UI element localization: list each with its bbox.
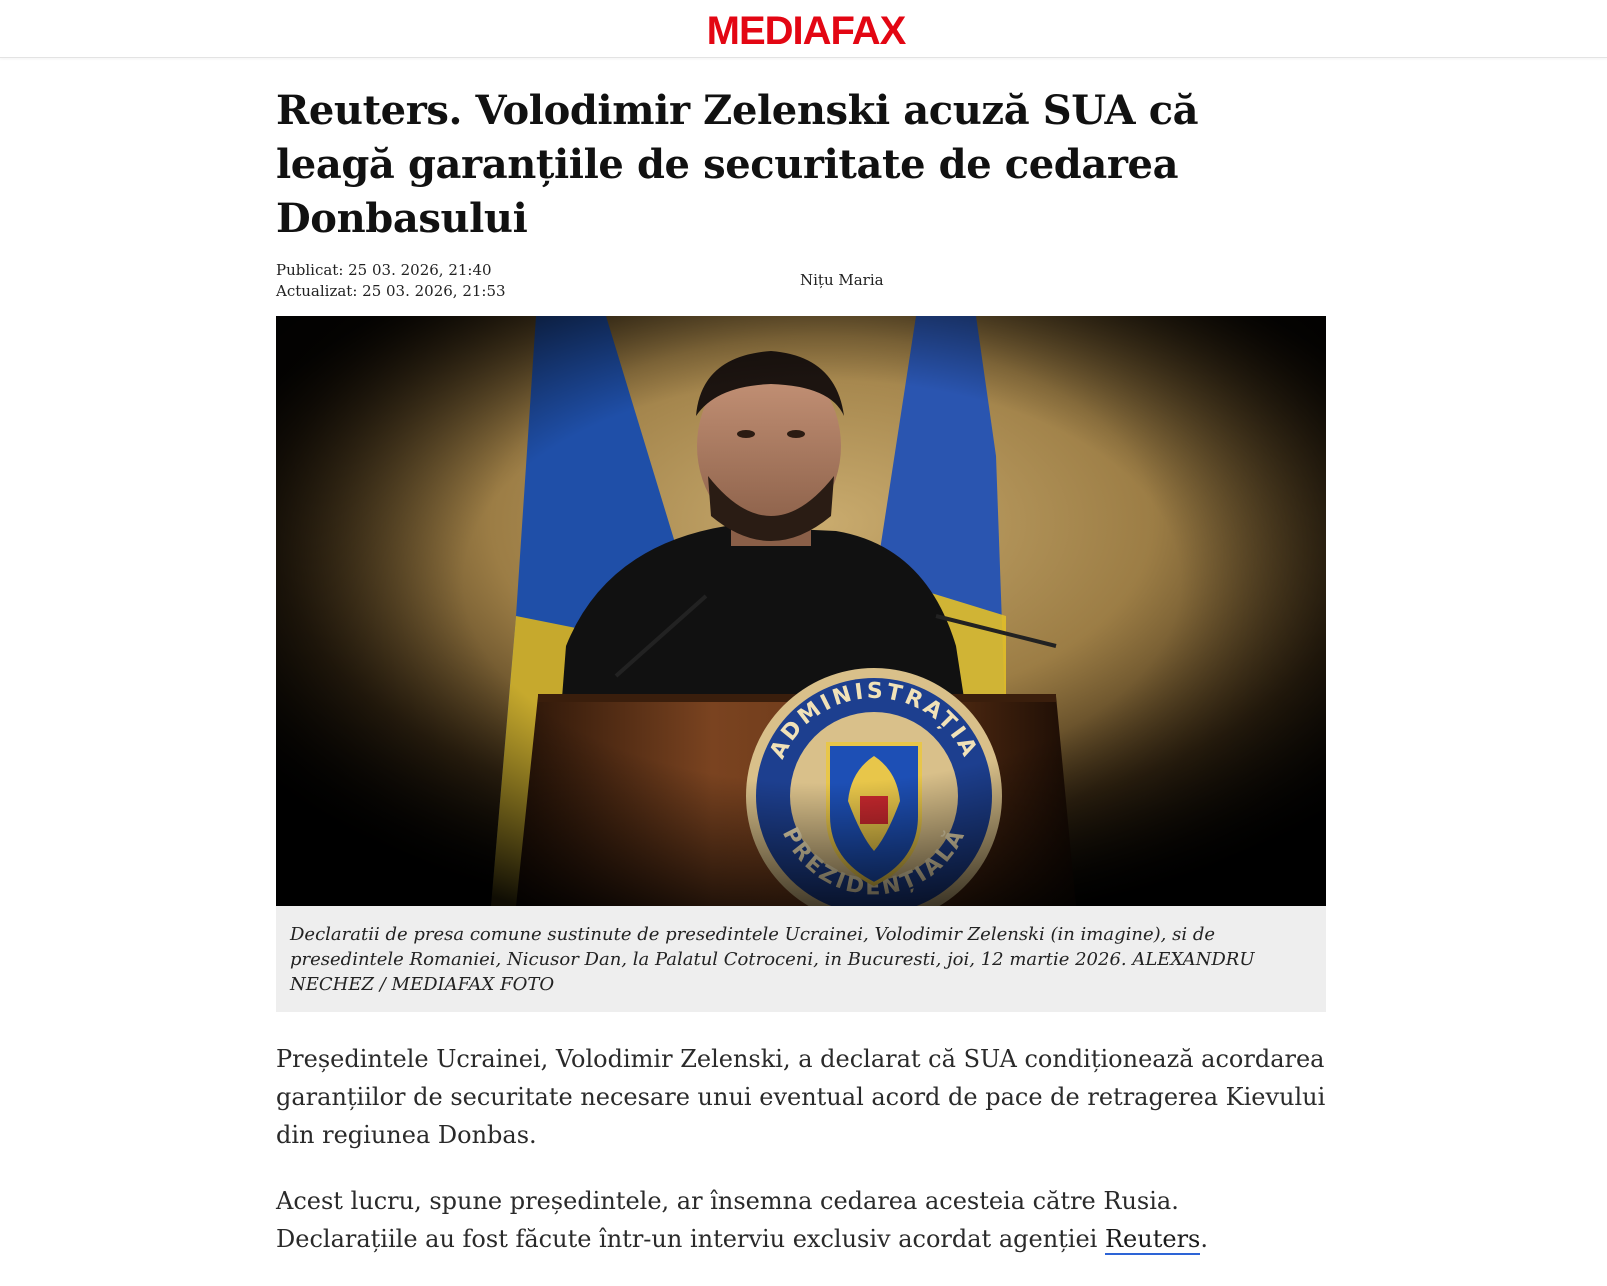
article-meta — [276, 260, 1326, 304]
author-name[interactable]: Nițu Maria — [800, 271, 884, 289]
article-header — [276, 84, 1326, 246]
article-photo — [276, 316, 1326, 906]
article-title: Reuters. Volodimir Zelenski acuză SUA că leagă garanțiile de securitate de cedarea Donbasului — [276, 87, 1199, 242]
site-header — [0, 0, 1607, 58]
paragraph-end: . — [1200, 1225, 1208, 1253]
updated-date: Actualizat: 25 03. 2026, 21:53 — [276, 282, 506, 300]
reuters-link[interactable]: Reuters — [1104, 1225, 1201, 1253]
body-paragraph: Președintele Ucrainei, Volodimir Zelenski, a declarat că SUA condiționează acordarea garanțiilor de securitate necesare unui eventual acord de pace de retragerea Kievului din regiunea Donbas. — [276, 1045, 1326, 1149]
body-paragraph — [276, 1182, 1326, 1258]
svg-text:MEDIAFAX: MEDIAFAX — [706, 9, 906, 52]
published-date: Publicat: 25 03. 2026, 21:40 — [276, 261, 492, 279]
mediafax-logo[interactable] — [686, 6, 926, 52]
article-dates — [276, 260, 506, 302]
article-body — [276, 1040, 1326, 1286]
photo-caption: Declaratii de presa comune sustinute de presedintele Ucrainei, Volodimir Zelenski (in imagine), si de presedintele Romaniei, Nicusor Dan, la Palatul Cotroceni, in Bucuresti, joi, 12 martie 2026. ALEXANDRU NECHEZ / MEDIAFAX FOTO — [276, 906, 1326, 1012]
article-photo-illustration — [276, 316, 1326, 906]
paragraph-text: Acest lucru, spune președintele, ar însemna cedarea acesteia către Rusia. Declarațiile au fost făcute într-un interviu exclusiv acordat agenției — [276, 1187, 1179, 1253]
